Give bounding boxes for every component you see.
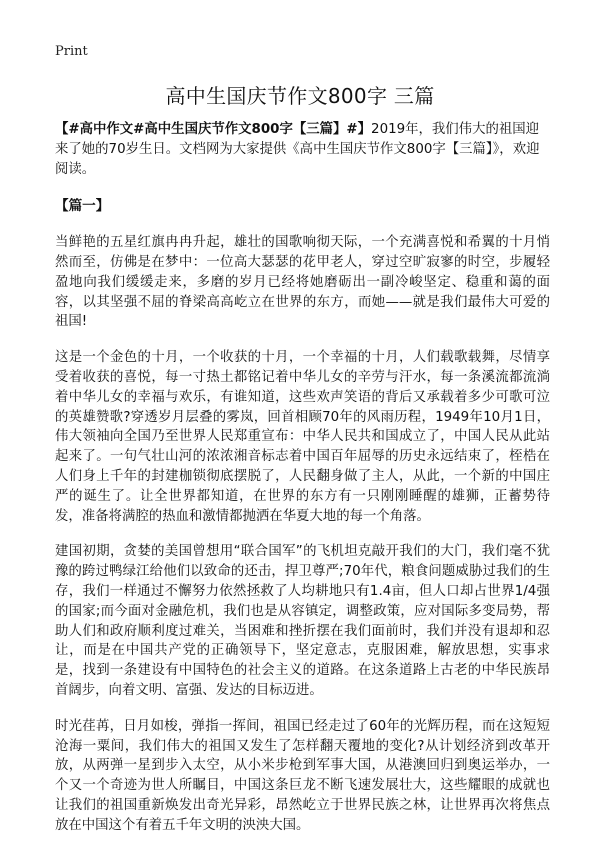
- section-heading: 【篇一】: [55, 198, 110, 215]
- article-paragraph: 当鲜艳的五星红旗冉冉升起，雄壮的国歌响彻天际，一个充满喜悦和希翼的十月悄然而至，仿佛是在梦中：一位高大瑟瑟的花甲老人，穿过空旷寂寥的时空，步履轻盈地向我们缓缓走来，多磨的岁月已经将她磨砺出一副冷峻坚定、稳重和蔼的面容，以其坚强不屈的脊梁高高屹立在世界的东方，而她——就是我们最伟大可爱的祖国!: [55, 235, 550, 330]
- intro-text: 2019年，我们伟大的祖国迎来了她的70岁生日。文档网为大家提供《高中生国庆节作文800字【三篇】》，欢迎阅读。: [55, 122, 540, 177]
- article-body: [55, 120, 550, 852]
- article-paragraph: 这是一个金色的十月，一个收获的十月，一个幸福的十月，人们载歌载舞，尽情享受着收获的喜悦，每一寸热土都铭记着中华儿女的辛劳与汗水，每一条溪流都流淌着中华儿女的幸福与欢乐，有谁知道，这些欢声笑语的背后又承载着多少可歌可泣的英雄赞歌?穿透岁月层叠的雾岚，回首相顾70年的风雨历程，1949年10月1日，伟大领袖向全国乃至世界人民郑重宣布：中华人民共和国成立了，中国人民从此站起来了。一句气壮山河的浓浓湘音标志着中国百年屈辱的历史永远结束了，桎梏在人们身上千年的封建枷锁彻底摆脱了，人民翻身做了主人，从此，一个新的中国庄严的诞生了。让全世界都知道，在世界的东方有一只刚刚睡醒的雄狮，正蓄势待发，准备将满腔的热血和激情都抛洒在华夏大地的每一个角落。: [55, 350, 550, 524]
- page-title: 高中生国庆节作文800字 三篇: [165, 84, 435, 108]
- print-link[interactable]: Print: [55, 44, 88, 59]
- article-paragraph: 建国初期，贪婪的美国曾想用“联合国军”的飞机坦克敲开我们的大门，我们毫不犹豫的跨过鸭绿江给他们以致命的还击，捍卫尊严;70年代，粮食问题威胁过我们的生存，我们一样通过不懈努力依然拯救了人均耕地只有1.4亩，但人口却占世界1/4强的国家;而今面对金融危机，我们也是从容镇定，调整政策，应对国际多变局势，帮助人们和政府顺利度过难关，当困难和挫折摆在我们面前时，我们并没有退却和忍让，而是在中国共产党的正确领导下，坚定意志，克服困难，解放思想，实事求是，找到一条建设有中国特色的社会主义的道路。在这条道路上古老的中华民族昂首阔步，向着文明、富强、发达的目标迈进。: [55, 544, 550, 698]
- intro-tags: 【#高中作文#高中生国庆节作文800字【三篇】#】: [55, 122, 372, 137]
- intro-paragraph: [55, 120, 550, 179]
- article-paragraph: 时光荏苒，日月如梭，弹指一挥间，祖国已经走过了60年的光辉历程，而在这短短沧海一粟间，我们伟大的祖国又发生了怎样翻天覆地的变化?从计划经济到改革开放，从两弹一星到步入太空，从小米步枪到军事大国，从港澳回归到奥运举办，一个又一个奇迹为世人所瞩目，中国这条巨龙不断飞速发展壮大，这些耀眼的成就也让我们的祖国重新焕发出奇光异彩，昂然屹立于世界民族之林，让世界再次将焦点放在中国这个有着五千年文明的泱泱大国。: [55, 718, 550, 833]
